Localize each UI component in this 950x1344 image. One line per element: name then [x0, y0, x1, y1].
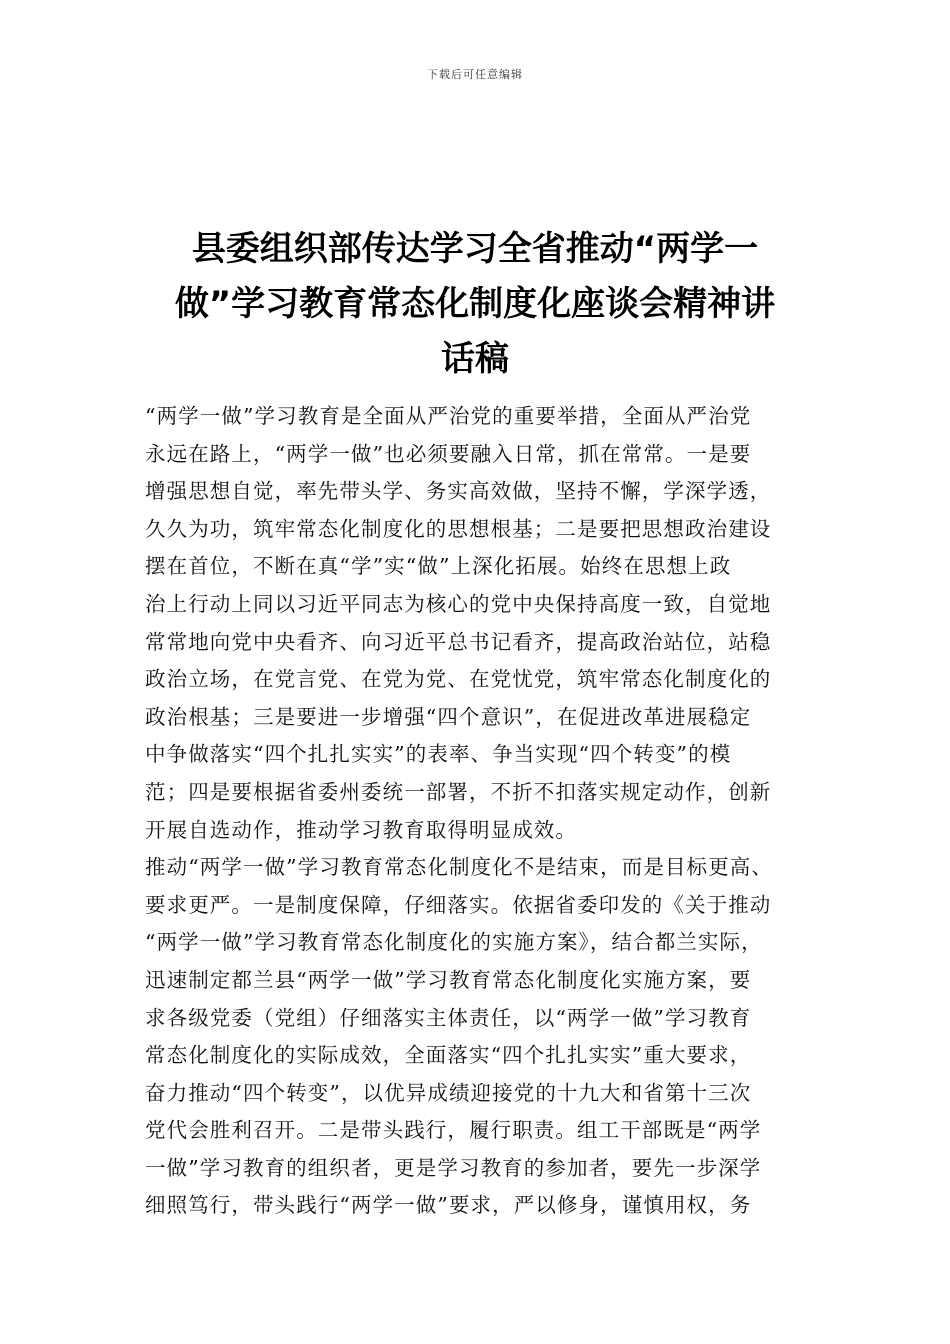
- body-line: 推动“两学一做”学习教育常态化制度化不是结束，而是目标更高、: [145, 855, 773, 880]
- body-line: 政治立场，在党言党、在党为党、在党忧党，筑牢常态化制度化的: [145, 667, 772, 692]
- body-line: 政治根基；三是要进一步增强“四个意识”，在促进改革进展稳定: [145, 704, 752, 729]
- body-line: 开展自选动作，推动学习教育取得明显成效。: [145, 817, 577, 842]
- body-line: 要求更严。一是制度保障，仔细落实。依据省委印发的《关于推动: [145, 892, 772, 917]
- body-line: 求各级党委（党组）仔细落实主体责任，以“两学一做”学习教育: [145, 1005, 752, 1030]
- body-line: “两学一做”学习教育是全面从严治党的重要举措，全面从严治党: [145, 404, 752, 428]
- paragraph-1: [145, 398, 810, 849]
- paragraph-2: [145, 849, 810, 1225]
- title-line: 做”学习教育常态化制度化座谈会精神讲: [174, 284, 776, 324]
- body-line: 摆在首位，不断在真“学”实“做”上深化拓展。始终在思想上政: [145, 554, 732, 579]
- body-line: 常常地向党中央看齐、向习近平总书记看齐，提高政治站位，站稳: [145, 629, 772, 654]
- title-line: 话稿: [441, 339, 509, 379]
- body-line: 常态化制度化的实际成效，全面落实“四个扎扎实实”重大要求，: [145, 1043, 752, 1068]
- body-line: 细照笃行，带头践行“两学一做”要求，严以修身，谨慎用权，务: [145, 1193, 752, 1218]
- document-title: [130, 222, 820, 387]
- body-line: “两学一做”学习教育常态化制度化的实施方案》，结合都兰实际，: [145, 930, 763, 955]
- body-line: 党代会胜利召开。二是带头践行，履行职责。组工干部既是“两学: [145, 1118, 762, 1143]
- document-body: [145, 398, 810, 1225]
- body-line: 治上行动上同以习近平同志为核心的党中央保持高度一致，自觉地: [145, 591, 772, 616]
- body-line: 奋力推动“四个转变”，以优异成绩迎接党的十九大和省第十三次: [145, 1080, 752, 1105]
- body-line: 一做”学习教育的组织者，更是学习教育的参加者，要先一步深学: [145, 1155, 762, 1180]
- page-header: 下载后可任意编辑: [427, 68, 523, 81]
- body-line: 增强思想自觉，率先带头学、务实高效做，坚持不懈，学深学透，: [145, 479, 772, 504]
- title-line: 县委组织部传达学习全省推动“两学一: [191, 229, 759, 269]
- body-line: 永远在路上，“两学一做”也必须要融入日常，抓在常常。一是要: [145, 441, 752, 466]
- body-line: 中争做落实“四个扎扎实实”的表率、争当实现“四个转变”的模: [145, 742, 732, 767]
- body-line: 范；四是要根据省委州委统一部署，不折不扣落实规定动作，创新: [145, 779, 772, 804]
- body-line: 迅速制定都兰县“两学一做”学习教育常态化制度化实施方案，要: [145, 967, 752, 992]
- body-line: 久久为功，筑牢常态化制度化的思想根基；二是要把思想政治建设: [145, 516, 772, 541]
